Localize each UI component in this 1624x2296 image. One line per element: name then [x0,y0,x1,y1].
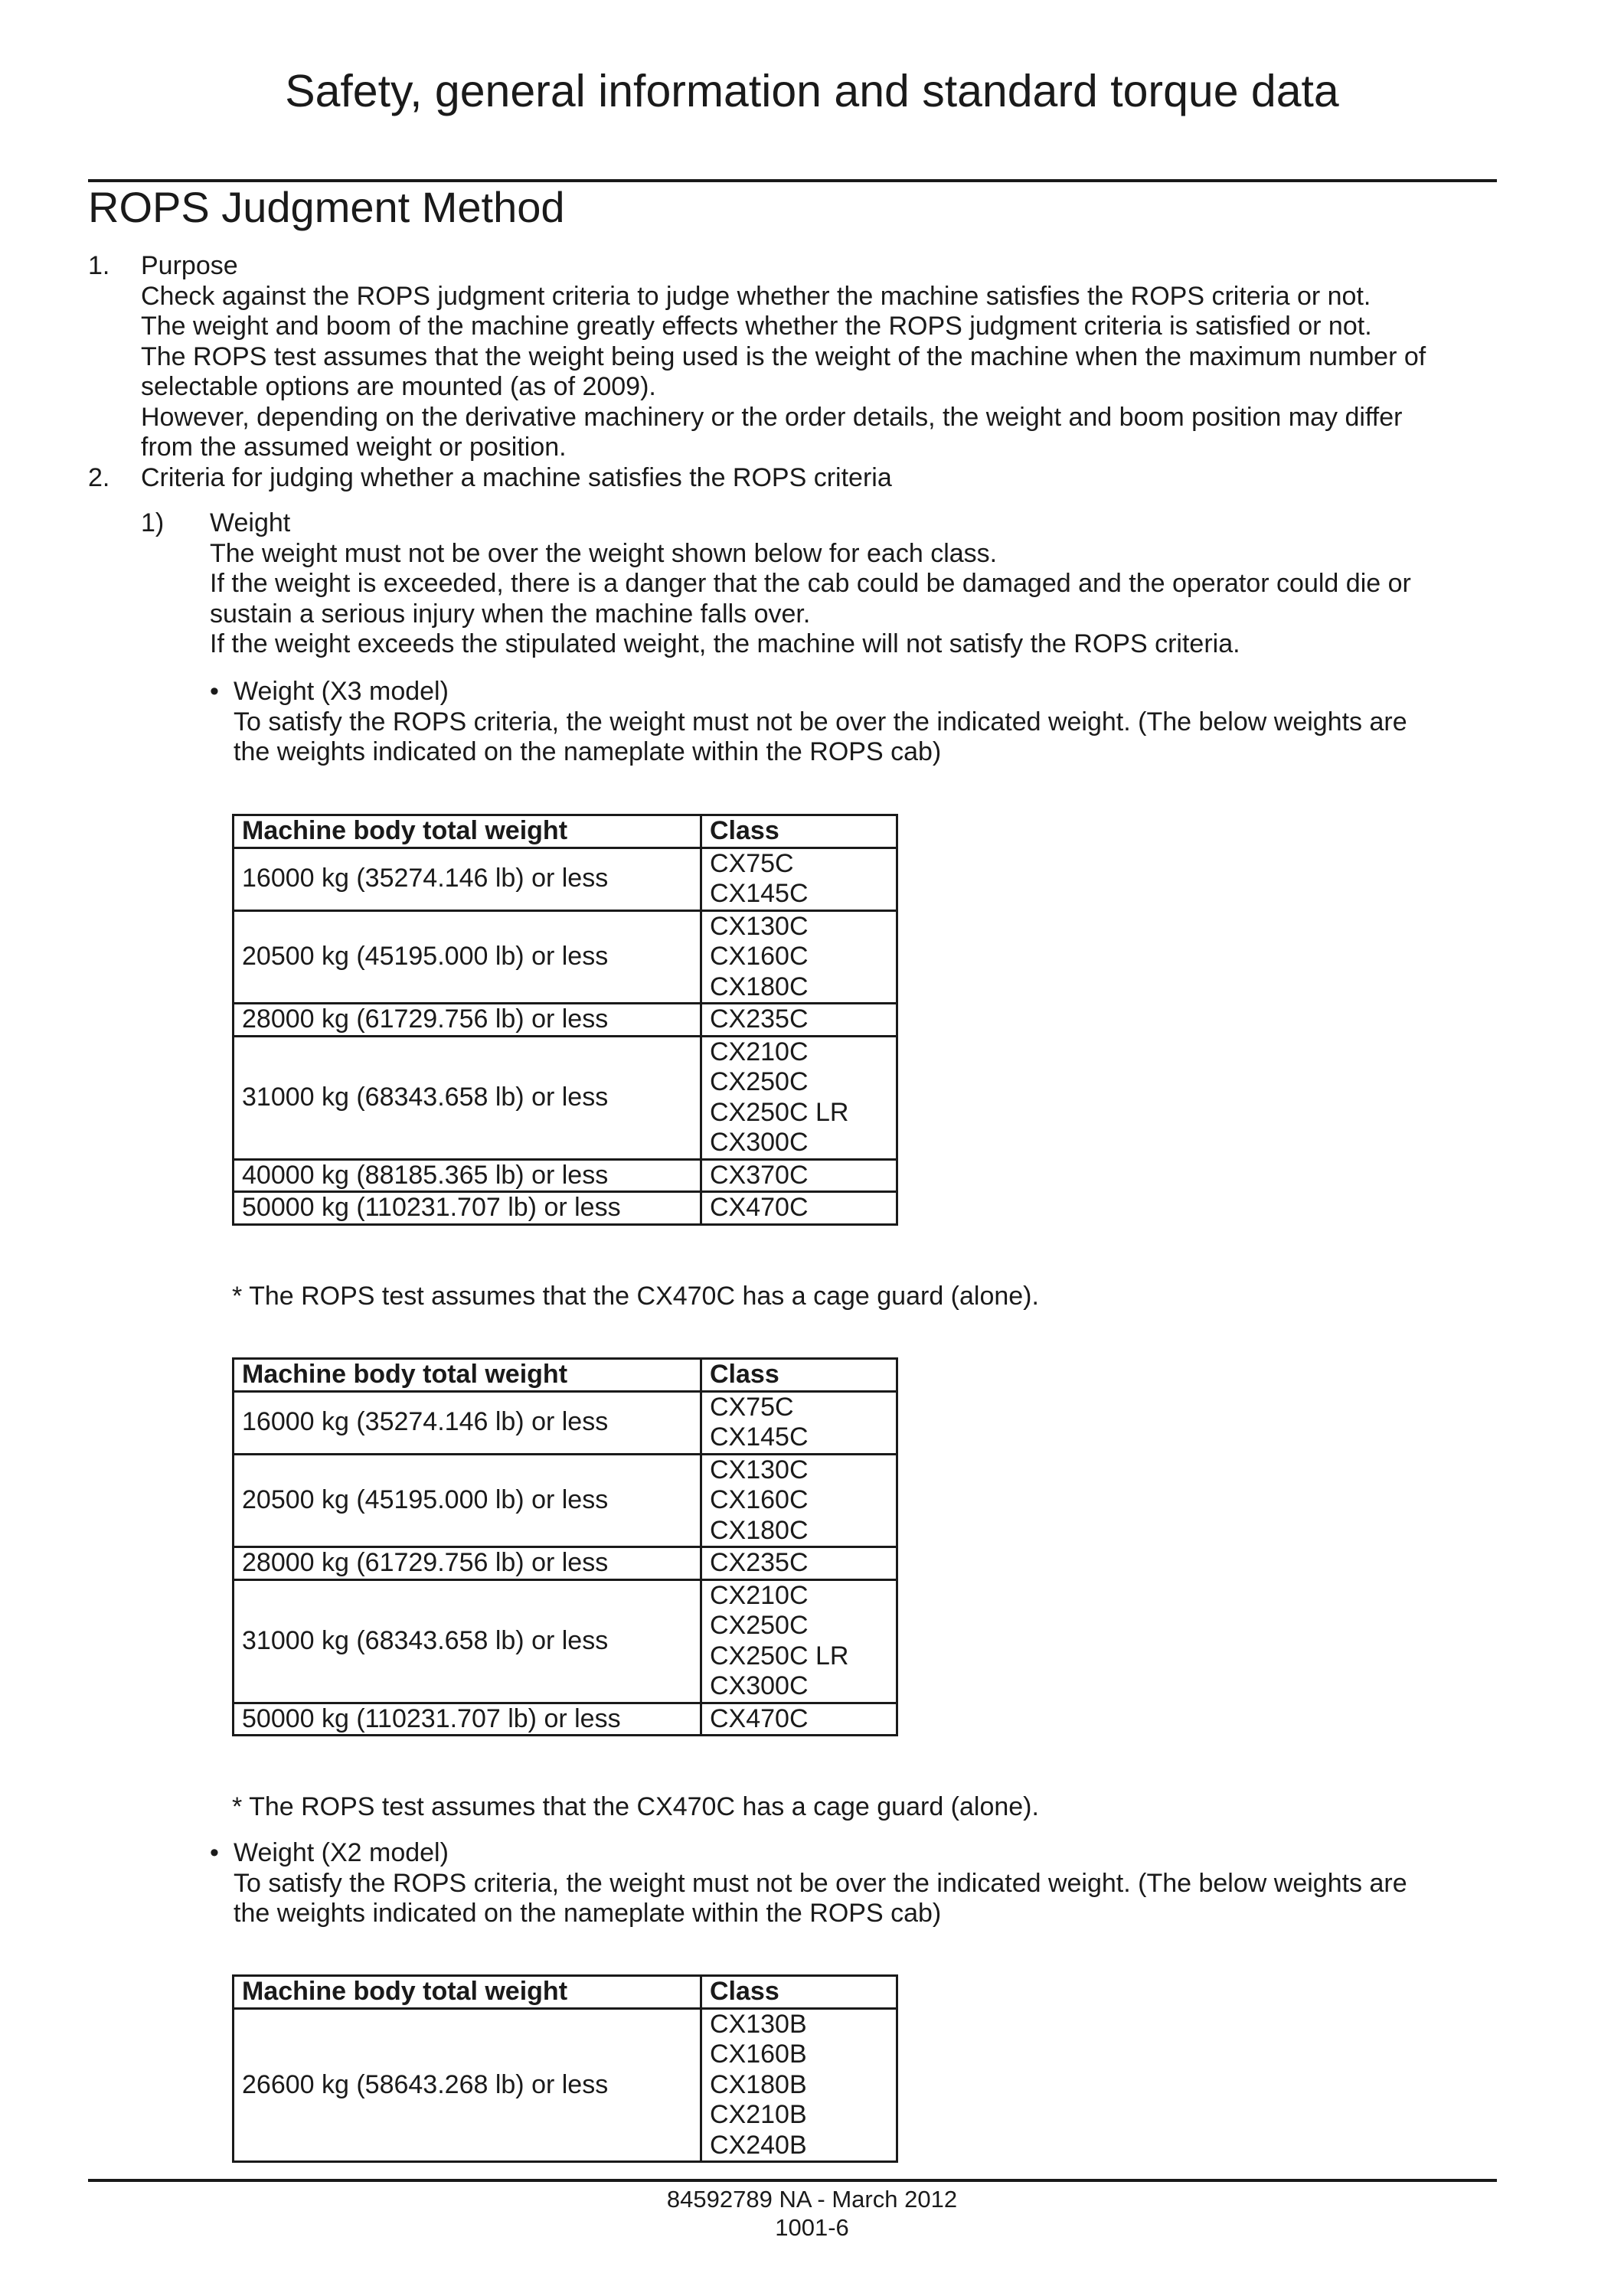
bullet-x2-text-line: the weights indicated on the nameplate within the ROPS cab) [234,1899,942,1928]
footer-page-number: 1001-6 [775,2214,849,2241]
item-1-text-line: from the assumed weight or position. [141,433,567,462]
class-cell [701,1579,897,1703]
table-header-row [234,1976,897,2009]
class-cell [701,2008,897,2162]
item-1-text-line: Check against the ROPS judgment criteria to judge whether the machine satisfies the ROPS criteria or not. [141,281,1371,311]
table-row [234,1004,897,1037]
table-row [234,1579,897,1703]
class-cell [701,910,897,1004]
table-2-footnote: * The ROPS test assumes that the CX470C has a cage guard (alone). [232,1792,1039,1821]
class-value: CX250C LR [710,1097,849,1127]
class-value: CX370C [710,1160,809,1190]
class-value: CX210C [710,1580,809,1610]
item-1-text-line: The ROPS test assumes that the weight being used is the weight of the machine when the maximum number of [141,341,1426,371]
weight-cell: 26600 kg (58643.268 lb) or less [234,2008,701,2162]
footer-rule [88,2179,1497,2182]
weight-cell: 50000 kg (110231.707 lb) or less [234,1192,701,1225]
bullet-x3-heading: Weight (X3 model) [234,677,449,706]
header-class: Class [701,1976,897,2009]
weight-table-x3-alt [232,1357,898,1736]
bullet-x3-symbol: • [210,677,219,706]
class-value: CX240B [710,2130,807,2160]
class-value: CX160C [710,1485,809,1514]
class-cell [701,1454,897,1547]
sub-item-1-text-line: The weight must not be over the weight shown below for each class. [210,538,998,568]
header-machine-body-total-weight: Machine body total weight [234,1976,701,2009]
class-value: CX130B [710,2009,807,2039]
weight-table-x3 [232,814,898,1226]
weight-cell: 20500 kg (45195.000 lb) or less [234,1454,701,1547]
table-header-row [234,815,897,848]
table-row [234,1391,897,1454]
weight-cell: 40000 kg (88185.365 lb) or less [234,1159,701,1192]
table-row [234,1454,897,1547]
header-class: Class [701,1359,897,1392]
class-value: CX300C [710,1671,809,1700]
weight-cell: 50000 kg (110231.707 lb) or less [234,1703,701,1736]
class-cell [701,1192,897,1225]
class-value: CX75C [710,1392,794,1422]
weight-table-x2 [232,1974,898,2163]
document-title: Safety, general information and standard torque data [285,66,1339,116]
sub-item-1-heading: Weight [210,508,291,537]
table-row [234,848,897,910]
bullet-x2-heading: Weight (X2 model) [234,1838,449,1867]
weight-cell: 28000 kg (61729.756 lb) or less [234,1004,701,1037]
class-cell [701,1703,897,1736]
weight-cell: 31000 kg (68343.658 lb) or less [234,1579,701,1703]
item-1-text-line: selectable options are mounted (as of 2009). [141,372,656,401]
table-row [234,1703,897,1736]
header-class: Class [701,815,897,848]
bullet-x2-symbol: • [210,1838,219,1867]
class-value: CX300C [710,1128,809,1157]
class-value: CX160C [710,942,809,971]
class-value: CX160B [710,2040,807,2069]
table-row [234,1192,897,1225]
table-1-footnote: * The ROPS test assumes that the CX470C has a cage guard (alone). [232,1282,1039,1311]
class-value: CX145C [710,879,809,908]
item-2-number: 2. [88,462,110,492]
header-machine-body-total-weight: Machine body total weight [234,1359,701,1392]
sub-item-1-number: 1) [141,508,165,537]
class-value: CX180C [710,1515,809,1545]
class-value: CX180C [710,972,809,1001]
weight-cell: 16000 kg (35274.146 lb) or less [234,1391,701,1454]
item-1-heading: Purpose [141,251,238,280]
weight-cell: 28000 kg (61729.756 lb) or less [234,1547,701,1580]
bullet-x2-text-line: To satisfy the ROPS criteria, the weight must not be over the indicated weight. (The below weights are [234,1868,1407,1898]
table-row [234,910,897,1004]
table-row [234,1036,897,1159]
class-value: CX470C [710,1703,809,1733]
class-cell [701,1547,897,1580]
class-value: CX130C [710,911,809,941]
sub-item-1-text-line: If the weight is exceeded, there is a danger that the cab could be damaged and the operator could die or [210,569,1411,598]
class-value: CX130C [710,1455,809,1484]
header-machine-body-total-weight: Machine body total weight [234,815,701,848]
class-cell [701,1159,897,1192]
class-cell [701,1391,897,1454]
bullet-x3-text-line: the weights indicated on the nameplate within the ROPS cab) [234,737,942,766]
item-2-heading: Criteria for judging whether a machine satisfies the ROPS criteria [141,462,892,492]
class-cell [701,1036,897,1159]
sub-item-1-text-line: If the weight exceeds the stipulated weight, the machine will not satisfy the ROPS criteria. [210,629,1240,658]
class-cell [701,1004,897,1037]
footer-document-code: 84592789 NA - March 2012 [666,2186,958,2213]
table-row [234,1547,897,1580]
weight-cell: 31000 kg (68343.658 lb) or less [234,1036,701,1159]
class-value: CX235C [710,1004,809,1034]
class-value: CX250C [710,1611,809,1640]
sub-item-1-text-line: sustain a serious injury when the machine falls over. [210,599,811,629]
item-1-number: 1. [88,251,110,280]
item-1-text-line: The weight and boom of the machine greatly effects whether the ROPS judgment criteria is satisfied or not. [141,312,1372,341]
weight-cell: 16000 kg (35274.146 lb) or less [234,848,701,910]
weight-cell: 20500 kg (45195.000 lb) or less [234,910,701,1004]
class-value: CX180B [710,2069,807,2099]
class-value: CX145C [710,1422,809,1452]
section-title: ROPS Judgment Method [88,183,565,231]
class-value: CX235C [710,1548,809,1577]
table-header-row [234,1359,897,1392]
class-value: CX210C [710,1037,809,1066]
table-row [234,1159,897,1192]
class-value: CX250C LR [710,1641,849,1671]
table-row [234,2008,897,2162]
item-1-text-line: However, depending on the derivative machinery or the order details, the weight and boom position may differ [141,402,1403,432]
class-cell [701,848,897,910]
class-value: CX470C [710,1193,809,1222]
bullet-x3-text-line: To satisfy the ROPS criteria, the weight must not be over the indicated weight. (The below weights are [234,707,1407,736]
class-value: CX250C [710,1067,809,1096]
class-value: CX210B [710,2100,807,2129]
class-value: CX75C [710,848,794,878]
